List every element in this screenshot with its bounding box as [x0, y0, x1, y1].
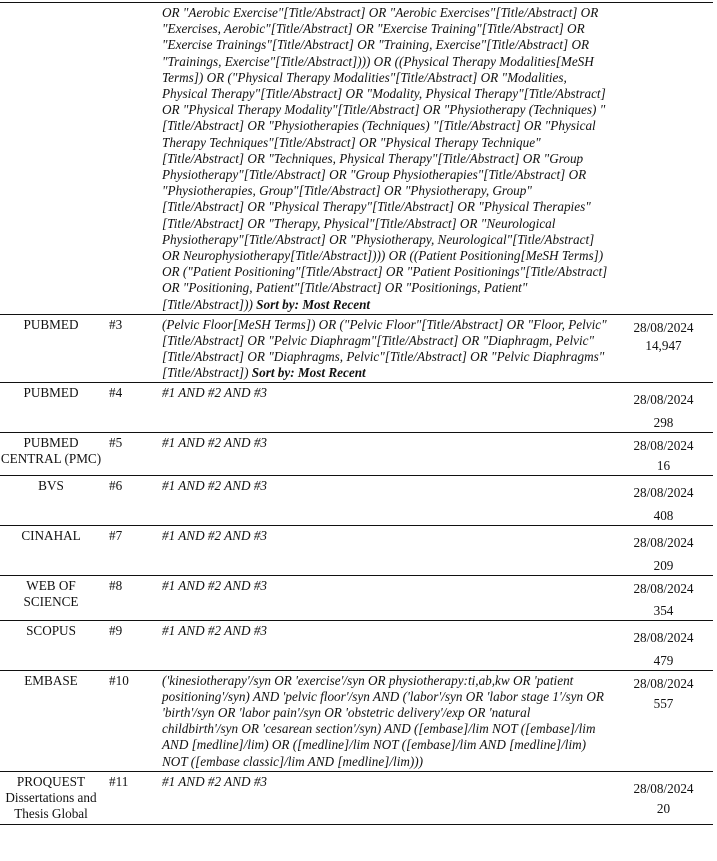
query-cell — [162, 525, 614, 575]
result-cell — [614, 620, 713, 670]
search-date: 28/08/2024 — [633, 437, 694, 453]
database-cell: WEB OF SCIENCE — [23, 577, 79, 609]
database-cell — [0, 3, 102, 315]
query-text: #1 AND #2 AND #3 — [162, 527, 268, 543]
result-cell — [614, 432, 713, 475]
query-text: ('kinesiotherapy'/syn OR 'exercise'/syn OR physiotherapy:ti,ab,kw OR 'patient positioning'/syn) AND 'pelvic floor'/syn AND ('labor'/syn OR 'labor stage 1'/syn OR 'birth'/syn OR 'labor pain'/syn OR 'obstetric delivery'/exp OR 'natural childbirth'/syn OR 'cesarean section'/syn) AND ([embase]/lim NOT ([embase]/lim AND [medline]/lim) OR ([medline]/lim NOT ([embase]/lim AND [medline]/lim) NOT ([embase classic]/lim AND [medline]/lim))) — [162, 672, 604, 769]
search-id: #4 — [109, 384, 123, 400]
search-date: 28/08/2024 — [633, 534, 694, 550]
table-row — [0, 475, 713, 525]
result-cell — [614, 314, 713, 382]
search-id: #3 — [109, 316, 123, 332]
query-text: (Pelvic Floor[MeSH Terms]) OR ("Pelvic Floor"[Title/Abstract] OR "Floor, Pelvic"[Title/Abstract] OR "Pelvic Diaphragm"[Title/Abstract] OR "Diaphragm, Pelvic"[Title/Abstract] OR "Diaphragms, Pelvic"[Title/Abstract] OR "Pelvic Diaphragms"[Title/Abstract]) — [162, 316, 607, 381]
search-date: 28/08/2024 — [633, 319, 694, 335]
table-row — [0, 670, 713, 771]
search-id-cell — [102, 3, 162, 315]
query-cell — [162, 314, 614, 382]
search-id: #11 — [109, 773, 129, 789]
database-cell: EMBASE — [24, 672, 78, 688]
database-cell: PROQUEST Dissertations and Thesis Global — [5, 773, 97, 822]
search-date: 28/08/2024 — [633, 675, 694, 691]
query-text: #1 AND #2 AND #3 — [162, 384, 268, 400]
result-cell — [614, 575, 713, 620]
query-text: #1 AND #2 AND #3 — [162, 434, 268, 450]
query-cell — [162, 432, 614, 475]
database-cell: CINAHAL — [21, 527, 81, 543]
search-date: 28/08/2024 — [633, 391, 694, 407]
search-id-cell — [102, 382, 162, 432]
result-cell — [614, 475, 713, 525]
table-row — [0, 525, 713, 575]
database-cell: PUBMED CENTRAL (PMC) — [0, 434, 102, 466]
search-date: 28/08/2024 — [633, 484, 694, 500]
result-count: 209 — [653, 557, 674, 573]
search-id-cell — [102, 475, 162, 525]
result-cell — [614, 670, 713, 771]
search-id-cell — [102, 575, 162, 620]
search-id: #9 — [109, 622, 123, 638]
search-id-cell — [102, 432, 162, 475]
search-id: #5 — [109, 434, 123, 450]
query-cell — [162, 382, 614, 432]
search-date: 28/08/2024 — [633, 629, 694, 645]
search-id: #8 — [109, 577, 123, 593]
query-text: #1 AND #2 AND #3 — [162, 477, 268, 493]
sort-label: Sort by: Most Recent — [251, 365, 366, 381]
query-cell — [162, 575, 614, 620]
search-id-cell — [102, 620, 162, 670]
query-cell — [162, 475, 614, 525]
search-id-cell — [102, 670, 162, 771]
query-cell — [162, 3, 614, 315]
query-text: #1 AND #2 AND #3 — [162, 773, 268, 789]
database-cell: PUBMED — [23, 316, 79, 332]
result-cell — [614, 3, 713, 315]
query-cell — [162, 771, 614, 824]
result-count: 557 — [653, 695, 674, 711]
table-row — [0, 575, 713, 620]
query-cell — [162, 620, 614, 670]
table-row — [0, 771, 713, 824]
search-id-cell — [102, 525, 162, 575]
table-row — [0, 382, 713, 432]
search-id-cell — [102, 314, 162, 382]
result-cell — [614, 525, 713, 575]
result-cell — [614, 382, 713, 432]
result-cell — [614, 771, 713, 824]
search-id: #7 — [109, 527, 123, 543]
table-row — [0, 314, 713, 382]
database-cell: PUBMED — [23, 384, 79, 400]
query-text: OR "Aerobic Exercise"[Title/Abstract] OR "Aerobic Exercises"[Title/Abstract] OR "Exercises, Aerobic"[Title/Abstract] OR "Exercise Training"[Title/Abstract] OR "Exercise Trainings"[Title/Abstract] OR "Training, Exercise"[Title/Abstract] OR "Trainings, Exercise"[Title/Abstract]))) OR ((Physical Therapy Modalities[MeSH Terms]) OR ("Physical Therapy Modalities"[Title/Abstract] OR "Modalities, Physical Therapy"[Title/Abstract] OR "Modality, Physical Therapy"[Title/Abstract] OR "Physical Therapy Modality"[Title/Abstract] OR "Physiotherapy (Techniques) "[Title/Abstract] OR "Physiotherapies (Techniques) "[Title/Abstract] OR "Physical Therapy Techniques"[Title/Abstract] OR "Physical Therapy Technique"[Title/Abstract] OR "Techniques, Physical Therapy"[Title/Abstract] OR "Group Physiotherapy"[Title/Abstract] OR "Group Physiotherapies"[Title/Abstract] OR "Physiotherapies, Group"[Title/Abstract] OR "Physiotherapy, Group"[Title/Abstract] OR "Physical Therapy"[Title/Abstract] OR "Physical Therapies"[Title/Abstract] OR "Therapy, Physical"[Title/Abstract] OR "Neurological Physiotherapy"[Title/Abstract] OR "Physiotherapy, Neurological"[Title/Abstract] OR Neurophysiotherapy[Title/Abstract]))) OR ((Patient Positioning[MeSH Terms]) OR ("Patient Positioning"[Title/Abstract] OR "Patient Positionings"[Title/Abstract] OR "Positioning, Patient"[Title/Abstract] OR "Positionings, Patient"[Title/Abstract])) — [162, 5, 608, 312]
search-strategy-table — [0, 2, 713, 825]
search-date: 28/08/2024 — [633, 580, 694, 596]
database-cell: BVS — [38, 477, 64, 493]
result-count: 20 — [656, 800, 671, 816]
database-cell: SCOPUS — [26, 622, 76, 638]
result-count: 16 — [656, 457, 671, 473]
result-count: 14,947 — [645, 337, 682, 353]
search-id: #10 — [109, 672, 129, 688]
sort-label: Sort by: Most Recent — [256, 296, 371, 312]
query-text: #1 AND #2 AND #3 — [162, 577, 268, 593]
query-cell — [162, 670, 614, 771]
search-id-cell — [102, 771, 162, 824]
search-id: #6 — [109, 477, 123, 493]
table-row — [0, 432, 713, 475]
result-count: 354 — [653, 602, 674, 618]
result-count: 408 — [653, 507, 674, 523]
table-row — [0, 3, 713, 315]
table-row — [0, 620, 713, 670]
search-date: 28/08/2024 — [633, 780, 694, 796]
query-text: #1 AND #2 AND #3 — [162, 622, 268, 638]
result-count: 479 — [653, 652, 674, 668]
result-count: 298 — [653, 414, 674, 430]
